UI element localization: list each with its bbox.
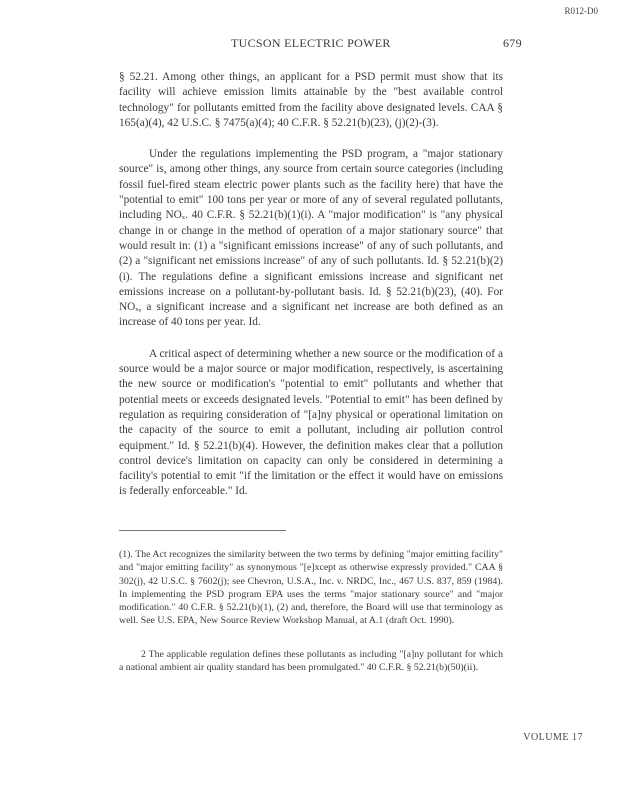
body-paragraph-2: Under the regulations implementing the PSD program, a "major stationary source" is, among other things, any source from certain source categories (including fossil fuel-fired steam electric power plants such as the facility here) that have the "potential to emit" 100 tons per year or more of any of several regulated pollutants, including NOₓ. 40 C.F.R. § 52.21(b)(1)(i). A "major modification" is "any physical change in or change in the method of operation of a major stationary source" that would result in: (1) a "significant emissions increase" of any of such pollutants, and (2) a "significant net emissions increase" of any of such pollutants. Id. § 52.21(b)(2)(i). The regulations define a significant emissions increase and significant net emissions increase on a pollutant-by-pollutant basis. Id. § 52.21(b)(23), (40). For NOₓ, a significant increase and a significant net increase are both defined as an increase of 40 tons per year. Id. xyxy=(119,148,503,329)
running-title: TUCSON ELECTRIC POWER xyxy=(231,36,391,50)
running-header xyxy=(231,36,531,51)
volume-footer: VOLUME 17 xyxy=(523,732,583,743)
page-number: 679 xyxy=(503,36,522,50)
body-text xyxy=(119,70,503,500)
document-stamp: R012-D0 xyxy=(564,6,598,16)
footnote-divider xyxy=(119,530,286,531)
footnotes xyxy=(119,548,503,694)
body-paragraph-1: § 52.21. Among other things, an applicant for a PSD permit must show that its facility will achieve emission limits attainable by the "best available control technology" for pollutants emitted from the facility above designated levels. CAA § 165(a)(4), 42 U.S.C. § 7475(a)(4); 40 C.F.R. § 52.21(b)(23), (j)(2)-(3). xyxy=(119,71,503,129)
footnote-1: (1). The Act recognizes the similarity between the two terms by defining "major emitting facility" and "major emitting facility" as synonymous "[e]xcept as otherwise expressly provided." CAA § 302(j), 42 U.S.C. § 7602(j); see Chevron, U.S.A., Inc. v. NRDC, Inc., 467 U.S. 837, 859 (1984). In implementing the PSD program EPA uses the terms "major stationary source" and "major modification." 40 C.F.R. § 52.21(b)(1), (2) and, therefore, the Board will use that terminology as well. See U.S. EPA, New Source Review Workshop Manual, at A.1 (draft Oct. 1990). xyxy=(119,549,503,627)
footnote-2: 2 The applicable regulation defines these pollutants as including "[a]ny pollutant for which a national ambient air quality standard has been promulgated." 40 C.F.R. § 52.21(b)(50)(ii). xyxy=(119,648,503,674)
body-paragraph-3: A critical aspect of determining whether a new source or the modification of a source would be a major source or major modification, respectively, is ascertaining the new source or modification's "potential to emit" pollutants and whether that potential meets or exceeds designated levels. "Potential to emit" has been defined by regulation as requiring consideration of "[a]ny physical or operational limitation on the capacity of the source to emit a pollutant, including air pollution control equipment." Id. § 52.21(b)(4). However, the definition makes clear that a pollution control device's limitation on capacity can only be considered in determining a facility's potential to emit "if the limitation or the effect it would have on emissions is federally enforceable." Id. xyxy=(119,347,503,498)
